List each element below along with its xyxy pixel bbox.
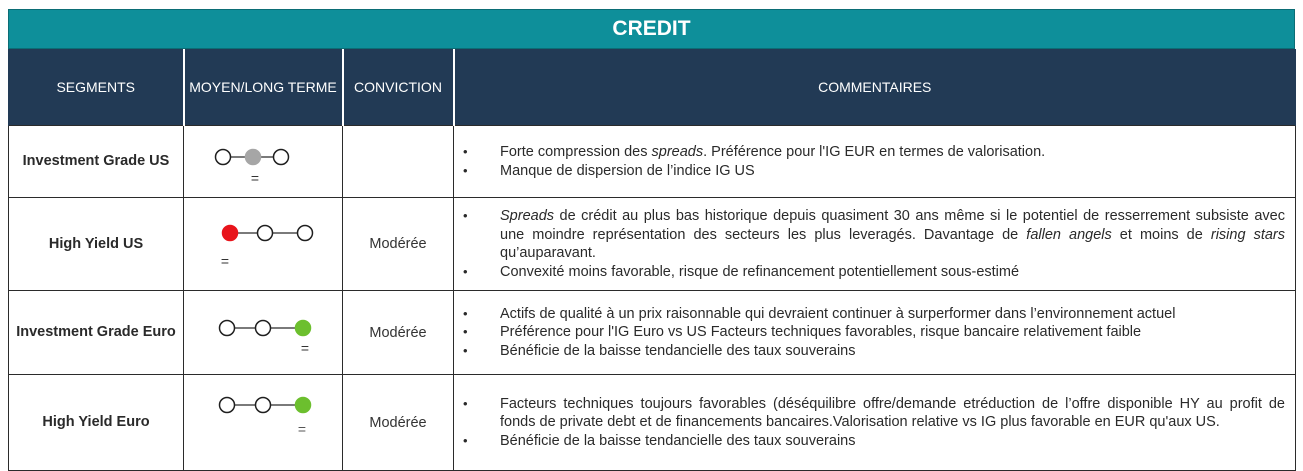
comment-item: • Actifs de qualité à un prix raisonnable qui devraient continuer à surperformer dans l’environnement actuel [454,305,1285,324]
comment-italic: Spreads [500,208,555,224]
comments-list [454,395,1285,451]
header-segments: SEGMENTS [9,49,184,126]
indicator-dot-right [296,321,311,336]
comments-cell [454,126,1296,198]
header-conviction: CONVICTION [343,49,454,126]
comment-italic: rising stars [1210,226,1286,243]
indicator-dot-middle [246,150,261,165]
indicator-dot-left [220,398,235,413]
conviction-cell: Modérée [343,375,454,471]
indicator-dot-middle [258,226,273,241]
horizon-indicator [184,126,343,194]
horizon-cell [184,291,343,375]
table-row [9,375,1296,471]
horizon-indicator [184,375,343,467]
comment-item: • Manque de dispersion de l’indice IG US [454,162,1285,181]
comment-italic: fallen angels [1026,226,1112,243]
horizon-indicator [184,198,343,287]
comment-item: • Forte compression des spreads. Préférence pour l'IG EUR en termes de valorisation. [454,143,1285,162]
horizon-indicator [184,291,343,371]
table-title: CREDIT [8,9,1295,49]
indicator-dot-left [220,321,235,336]
table-row [9,198,1296,291]
comment-item: • Bénéficie de la baisse tendancielle des taux souverains [454,432,1285,451]
credit-table-container [8,9,1295,471]
comment-item: • Facteurs techniques toujours favorables (déséquilibre offre/demande etréduction de l’offre disponible HY au profit de fonds de private debt et de financements bancaires.Valorisation relative vs IG plus favorable en EUR qu'aux US. [454,395,1285,432]
conviction-cell [343,126,454,198]
indicator-dot-right [274,150,289,165]
comments-cell [454,375,1296,471]
comment-item: • Convexité moins favorable, risque de refinancement potentiellement sous-estimé [454,263,1285,282]
comments-list [454,207,1285,281]
segment-cell: Investment Grade US [9,126,184,198]
indicator-dot-left [223,226,238,241]
conviction-cell: Modérée [343,291,454,375]
horizon-symbol: = [220,253,230,269]
conviction-cell: Modérée [343,198,454,291]
header-comments: COMMENTAIRES [454,49,1296,126]
segment-cell: Investment Grade Euro [9,291,184,375]
comment-item: • Préférence pour l'IG Euro vs US Facteurs techniques favorables, risque bancaire relativement faible [454,323,1285,342]
indicator-dot-middle [256,398,271,413]
header-horizon: MOYEN/LONG TERME [184,49,343,126]
comment-item: • Bénéficie de la baisse tendancielle des taux souverains [454,342,1285,361]
segment-cell: High Yield Euro [9,375,184,471]
horizon-symbol: = [250,170,260,186]
horizon-cell [184,375,343,471]
comments-cell [454,291,1296,375]
header-row [9,49,1296,126]
credit-table [8,49,1296,471]
indicator-dot-right [296,398,311,413]
comments-list [454,143,1285,180]
comments-list [454,305,1285,361]
indicator-dot-right [298,226,313,241]
indicator-dot-middle [256,321,271,336]
horizon-symbol: = [300,340,310,356]
segment-cell: High Yield US [9,198,184,291]
table-row [9,291,1296,375]
horizon-cell [184,126,343,198]
table-row [9,126,1296,198]
indicator-dot-left [216,150,231,165]
horizon-cell [184,198,343,291]
comments-cell [454,198,1296,291]
comment-item: • Spreads de crédit au plus bas historique depuis quasiment 30 ans même si le potentiel de resserrement subsiste avec une moindre représentation des secteurs les plus leveragés. Davantage de fallen angels et moins de rising stars qu’auparavant. [454,207,1285,263]
horizon-symbol: = [297,421,307,437]
comment-italic: spreads [651,144,704,160]
